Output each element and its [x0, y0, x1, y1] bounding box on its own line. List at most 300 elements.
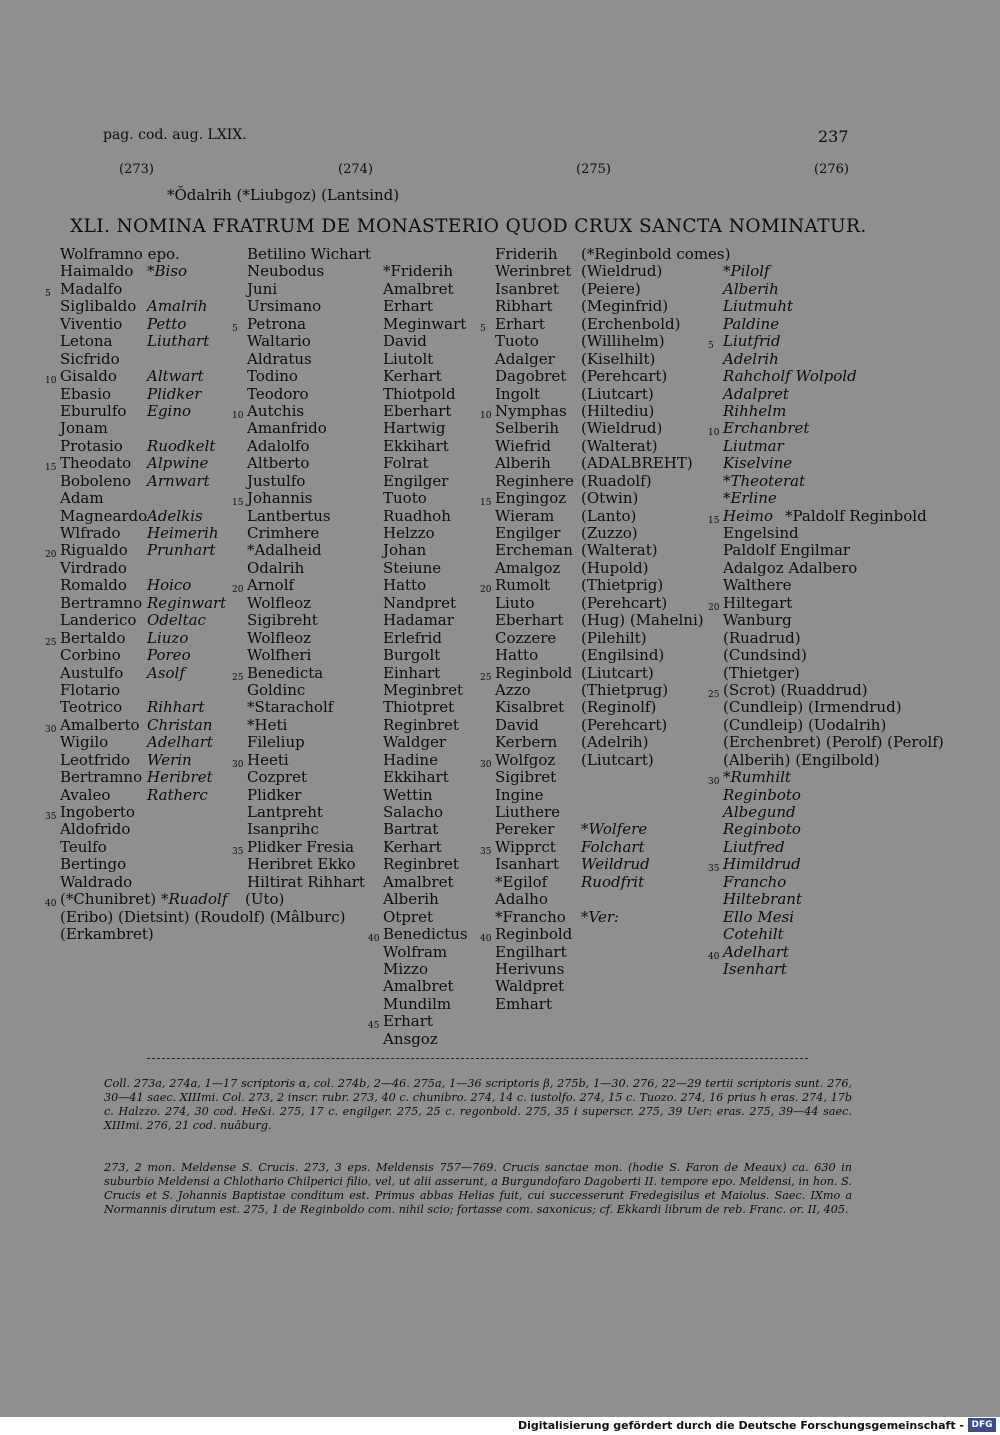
- name-entry: Sicfrido: [60, 349, 120, 368]
- name-entry: Dagobret: [495, 367, 567, 386]
- name-entry: *Friderih: [383, 262, 453, 281]
- name-entry: Hadamar: [383, 611, 454, 630]
- name-entry: Johan: [383, 541, 427, 560]
- name-entry: Amalbret: [383, 872, 454, 891]
- name-entry: Bertingo: [60, 855, 127, 874]
- added-name-entry: Ello Mesi: [723, 907, 795, 926]
- name-entry: Amalbret: [383, 977, 454, 996]
- name-entry: (Perehcart): [581, 715, 668, 734]
- name-entry: David: [383, 332, 427, 351]
- name-entry: Adalgoz Adalbero: [723, 558, 858, 577]
- column-number-276: (276): [814, 162, 849, 177]
- name-entry: Reginbret: [383, 855, 459, 874]
- added-name-entry: Erchanbret: [723, 419, 810, 438]
- added-name-entry: Plidker: [147, 384, 202, 403]
- name-entry: *Paldolf Reginbold: [785, 506, 927, 525]
- name-entry: Hatto: [495, 646, 539, 665]
- name-entry: Protasio: [60, 436, 123, 455]
- line-number: 20: [45, 550, 57, 561]
- name-entry: Alberih: [495, 454, 551, 473]
- name-entry: *Egilof: [495, 872, 548, 891]
- name-entry: David: [495, 715, 539, 734]
- line-number: 30: [708, 777, 720, 788]
- name-entry: (Erkambret): [60, 925, 154, 944]
- name-entry: Ruadhoh: [383, 506, 451, 525]
- added-name-entry: *Rumhilt: [723, 768, 791, 787]
- added-name-entry: Ratherc: [147, 785, 208, 804]
- name-entry: Amalgoz: [495, 558, 561, 577]
- name-entry: (ADALBREHT): [581, 454, 693, 473]
- name-entry: Theodato: [60, 454, 132, 473]
- name-entry: Isanprihc: [247, 820, 319, 839]
- name-entry: Viventio: [60, 314, 123, 333]
- added-name-entry: Francho: [723, 872, 787, 891]
- name-entry: (Reginolf): [581, 698, 657, 717]
- name-entry: Aldofrido: [60, 820, 131, 839]
- line-number: 5: [708, 341, 714, 352]
- line-number: 15: [232, 498, 244, 509]
- name-entry: (Hug) (Mahelni): [581, 611, 704, 630]
- name-entry: Heribret Ekko: [247, 855, 356, 874]
- name-entry: (Thietprig): [581, 576, 664, 595]
- name-entry: Kerhart: [383, 837, 442, 856]
- name-entry: Ingoberto: [60, 803, 135, 821]
- name-entry: Emhart: [495, 994, 552, 1013]
- added-name-entry: Adelhart: [723, 942, 789, 961]
- added-name-entry: Werin: [147, 750, 192, 769]
- name-entry: Thiotpold: [383, 384, 456, 403]
- name-entry: Magneardo: [60, 506, 148, 525]
- name-entry: Erhart: [383, 1012, 433, 1031]
- name-entry: Hartwig: [383, 419, 446, 438]
- name-entry: Amalbret: [383, 279, 454, 298]
- name-entry: Salacho: [383, 803, 444, 821]
- name-entry: Kerbern: [495, 733, 558, 752]
- name-entry: Rigualdo: [60, 541, 128, 560]
- added-name-entry: Kiselvine: [723, 454, 793, 473]
- name-entry: (Erchenbret) (Perolf) (Perolf): [723, 733, 944, 752]
- name-entry: Waldpret: [495, 977, 565, 996]
- name-entry: Sigibreht: [247, 611, 318, 630]
- line-number: 35: [45, 812, 57, 822]
- name-entry: *Staracholf: [247, 698, 334, 717]
- name-entry: Madalfo: [60, 279, 123, 298]
- name-entry: (Alberih) (Engilbold): [723, 750, 880, 769]
- added-name-entry: Weildrud: [581, 855, 650, 874]
- name-entry: Mizzo: [383, 959, 428, 978]
- name-entry: Letona: [60, 332, 113, 351]
- name-entry: Erhart: [495, 314, 545, 333]
- added-name-entry: Adelrih: [723, 349, 779, 368]
- name-entry: Eberhart: [383, 401, 452, 420]
- name-entry: Nandpret: [383, 593, 457, 612]
- line-number: 40: [368, 934, 380, 945]
- line-number: 35: [480, 846, 492, 857]
- line-number: 25: [45, 637, 57, 648]
- name-entry: Burgolt: [383, 646, 441, 665]
- name-entry: Engilhart: [495, 942, 567, 961]
- name-entry: Betilino Wichart: [247, 245, 371, 263]
- added-name-entry: *Ruadolf: [161, 890, 228, 909]
- name-entry: Johannis: [247, 489, 313, 508]
- name-entry: Alberih: [383, 890, 439, 909]
- name-entry: Hiltegart: [723, 593, 793, 612]
- added-name-entry: Reginboto: [723, 785, 801, 804]
- name-entry: Wlfrado: [60, 524, 121, 542]
- name-entry: Werinbret: [495, 262, 572, 281]
- line-number: 10: [708, 428, 720, 439]
- name-entry: (Liutcart): [581, 384, 654, 403]
- name-entry: Arnolf: [247, 576, 295, 595]
- name-entry: Virdrado: [60, 558, 127, 577]
- name-entry: Bertramno: [60, 768, 143, 787]
- added-name-entry: Prunhart: [147, 541, 216, 560]
- added-name-entry: Liutfred: [723, 837, 785, 856]
- name-entry: Wolfheri: [247, 646, 312, 665]
- name-entry: Wolfgoz: [495, 750, 556, 769]
- line-number: 40: [708, 951, 720, 962]
- name-entry: Thiotpret: [383, 698, 455, 717]
- added-name-entry: Ruodkelt: [147, 436, 216, 455]
- name-entry: Adalolfo: [247, 436, 310, 455]
- line-number: 35: [232, 846, 244, 857]
- added-name-entry: Christan: [147, 715, 213, 734]
- added-name-entry: Paldine: [723, 314, 780, 333]
- added-name-entry: *Biso: [147, 262, 188, 281]
- name-entry: Goldinc: [247, 680, 306, 699]
- name-entry: Autchis: [247, 401, 305, 420]
- name-entry: Engilger: [495, 524, 561, 542]
- line-number: 10: [45, 376, 57, 387]
- added-name-entry: Adelhart: [147, 733, 213, 752]
- line-number: 25: [480, 672, 492, 683]
- name-entry: Wolfram: [383, 942, 448, 961]
- name-entry: Benedictus: [383, 925, 468, 944]
- name-entry: Azzo: [495, 680, 531, 699]
- name-entry: Wolfleoz: [247, 628, 312, 647]
- column-number-275: (275): [576, 162, 611, 177]
- name-entry: Ekkihart: [383, 768, 449, 787]
- name-entry: *Adalheid: [247, 541, 322, 560]
- name-entry: Friderih: [495, 245, 558, 263]
- name-entry: Hatto: [383, 576, 427, 595]
- added-name-entry: Isenhart: [723, 959, 787, 978]
- critical-apparatus: Coll. 273a, 274a, 1—17 scriptoris α, col. 274b, 2—46. 275a, 1—36 scriptoris β, 275b, 1—30. 276, 22—29 tertii scriptoris sunt. 276, 30—41 saec. XIIImi. Col. 273, 2 inscr. rubr. 273, 40 c. chunibro. 274, 14 c. iustolfo. 274, 15 c. Tuozo. 274, 16 prius h eras. 274, 17b c. Halzzo. 274, 30 cod. He&i. 275, 17 c. engilger. 275, 25 c. regonbold. 275, 35 i superscr. 275, 39 Uer: eras. 275, 39—44 saec. XIIImi. 276, 21 cod. nuāburg.: [104, 1077, 852, 1132]
- name-entry: Adalho: [495, 890, 548, 909]
- name-entry: (Meginfrid): [581, 297, 669, 316]
- added-name-entry: Liuzo: [147, 628, 189, 647]
- added-name-entry: Ruodfrit: [581, 872, 645, 891]
- name-entry: Austulfo: [60, 663, 124, 682]
- running-header: pag. cod. aug. LXIX.: [103, 127, 247, 143]
- column-number-273: (273): [119, 162, 154, 177]
- page-number: 237: [818, 127, 849, 146]
- name-entry: Selberih: [495, 419, 560, 438]
- name-entry: Ingine: [495, 785, 544, 804]
- name-entry: Jonam: [60, 419, 108, 438]
- name-entry: Leotfrido: [60, 750, 131, 769]
- added-name-entry: Rahcholf Wolpold: [723, 367, 857, 386]
- name-entry: Gisaldo: [60, 367, 117, 386]
- name-entry: Steiune: [383, 558, 442, 577]
- name-entry: Aldratus: [247, 349, 312, 368]
- name-entry: Cozzere: [495, 628, 557, 647]
- name-entry: *Heti: [247, 715, 288, 734]
- added-name-entry: Poreo: [147, 646, 191, 665]
- name-entry: Hadine: [383, 750, 438, 769]
- line-number: 40: [45, 899, 57, 910]
- name-entry: (Walterat): [581, 436, 658, 455]
- name-entry: (Perehcart): [581, 593, 668, 612]
- added-name-entry: Reginwart: [147, 593, 227, 612]
- name-entry: (Liutcart): [581, 663, 654, 682]
- name-entry: Bertramno: [60, 593, 143, 612]
- name-entry: (Zuzzo): [581, 524, 638, 542]
- added-name-entry: *Erline: [723, 489, 777, 508]
- name-entry: Amanfrido: [247, 419, 327, 438]
- name-entry: (Pilehilt): [581, 628, 647, 647]
- name-entry: Wigilo: [60, 733, 109, 752]
- name-entry: Siglibaldo: [60, 297, 137, 316]
- line-number: 30: [232, 759, 244, 770]
- added-name-entry: Petto: [147, 314, 187, 333]
- name-entry: Romaldo: [60, 576, 127, 595]
- added-name-entry: Asolf: [147, 663, 185, 682]
- name-entry: Flotario: [60, 680, 121, 699]
- name-entry: Ingolt: [495, 384, 541, 403]
- name-entry: (Lanto): [581, 506, 637, 525]
- name-entry: Juni: [247, 279, 278, 298]
- name-entry: Folrat: [383, 454, 429, 473]
- name-entry: Wolframno epo.: [60, 245, 180, 263]
- line-number: 35: [708, 864, 720, 875]
- added-name-entry: Altwart: [147, 367, 204, 386]
- name-entry: Justulfo: [247, 471, 306, 490]
- section-title: XLI. NOMINA FRATRUM DE MONASTERIO QUOD CRUX SANCTA NOMINATUR.: [70, 216, 867, 237]
- added-name-entry: Alberih: [723, 279, 779, 298]
- name-entry: (Walterat): [581, 541, 658, 560]
- line-number: 30: [45, 724, 57, 735]
- name-entry: (Thietprug): [581, 680, 669, 699]
- name-entry: (Uto): [245, 890, 285, 909]
- name-entry: Ercheman: [495, 541, 573, 560]
- name-entry: Waltario: [247, 332, 311, 351]
- name-entry: (Hupold): [581, 558, 649, 577]
- name-entry: (Kiselhilt): [581, 349, 656, 368]
- name-entry: Herivuns: [495, 959, 565, 978]
- name-entry: (*Chunibret): [60, 890, 157, 909]
- name-entry: (Thietger): [723, 663, 800, 682]
- name-entry: Meginbret: [383, 680, 463, 699]
- name-entry: Engelsind: [723, 524, 799, 542]
- name-entry: Kerhart: [383, 367, 442, 386]
- name-entry: (Ruadrud): [723, 628, 801, 647]
- name-entry: (Cundsind): [723, 646, 807, 665]
- name-entry: Adalger: [495, 349, 555, 368]
- added-name-entry: Heimo: [723, 506, 774, 525]
- name-entry: Ekkihart: [383, 436, 449, 455]
- historical-notes: 273, 2 mon. Meldense S. Crucis. 273, 3 eps. Meldensis 757—769. Crucis sanctae mon. (hodie S. Faron de Meaux) ca. 630 in suburbio Meldensi a Chlothario Chilperici filio, vel, ut alii asserunt, a Burgundofaro Dagoberti II. tempore epo. Meldensi, in hon. S. Crucis et S. Johannis Baptistae conditum est. Primus abbas Helias fuit, cui successerunt Fredegisilus et Maiolus. Saec. IXmo a Normannis dirutum est. 275, 1 de Reginboldo com. nihil scio; fortasse com. saxonicus; cf. Ekkardi librum de reb. Franc. or. II, 405.: [104, 1161, 852, 1216]
- name-entry: Liuthere: [495, 803, 561, 821]
- name-entry: Wieram: [495, 506, 555, 525]
- name-entry: Amalberto: [60, 715, 140, 734]
- name-entry: (Hiltediu): [581, 401, 655, 420]
- name-entry: (Eribo) (Dietsint) (Roudolf) (Mâlburc): [60, 907, 346, 926]
- line-number: 10: [480, 410, 492, 421]
- name-entry: Lantpreht: [247, 803, 323, 821]
- added-name-entry: Alpwine: [147, 454, 209, 473]
- name-entry: Isanbret: [495, 279, 559, 298]
- line-number: 5: [232, 323, 238, 334]
- line-number: 20: [708, 602, 720, 613]
- name-entry: Teulfo: [60, 837, 107, 856]
- name-entry: Tuoto: [383, 489, 427, 508]
- name-entry: Paldolf Engilmar: [723, 541, 851, 560]
- name-entry: (Cundleip) (Uodalrih): [723, 715, 887, 734]
- name-entry: (Perehcart): [581, 367, 668, 386]
- name-entry: (Scrot) (Ruaddrud): [723, 680, 868, 699]
- added-name-entry: Cotehilt: [723, 925, 784, 944]
- name-entry: Reginbold: [495, 925, 573, 944]
- notes-separator: [147, 1058, 808, 1059]
- added-name-entry: Hiltebrant: [723, 890, 802, 909]
- footer-credit: Digitalisierung gefördert durch die Deutsche Forschungsgemeinschaft -: [517, 1419, 964, 1432]
- name-entry: Rumolt: [495, 576, 551, 595]
- added-name-entry: *Pilolf: [723, 262, 770, 281]
- name-entry: Erhart: [383, 297, 433, 316]
- line-number: 25: [708, 689, 720, 700]
- name-entry: Kisalbret: [495, 698, 565, 717]
- name-entry: Pereker: [495, 820, 555, 839]
- name-entry: (Cundleip) (Irmendrud): [723, 698, 902, 717]
- added-name-entry: Amalrih: [147, 297, 208, 316]
- name-entry: Ribhart: [495, 297, 553, 316]
- added-name-entry: Arnwart: [147, 471, 210, 490]
- name-entry: Landerico: [60, 611, 137, 630]
- added-name-entry: Hoico: [147, 576, 192, 595]
- name-entry: (Erchenbold): [581, 314, 681, 333]
- added-name-entry: Adelkis: [147, 506, 203, 525]
- name-entry: Todino: [247, 367, 298, 386]
- name-entry: Adam: [60, 489, 104, 508]
- name-entry: Boboleno: [60, 471, 132, 490]
- name-entry: Fileliup: [247, 733, 305, 752]
- name-entry: (Liutcart): [581, 750, 654, 769]
- name-entry: Wolfleoz: [247, 593, 312, 612]
- name-entry: (*Reginbold comes): [581, 245, 731, 263]
- name-entry: Ebasio: [60, 384, 112, 403]
- name-entry: Eburulfo: [60, 401, 127, 420]
- name-entry: Crimhere: [247, 524, 320, 542]
- name-entry: Eberhart: [495, 611, 564, 630]
- name-entry: Corbino: [60, 646, 121, 665]
- name-entry: Walthere: [723, 576, 792, 595]
- line-number: 40: [480, 934, 492, 945]
- name-entry: Liutolt: [383, 349, 434, 368]
- name-entry: Petrona: [247, 314, 307, 333]
- name-entry: Reginbold: [495, 663, 573, 682]
- name-entry: Teotrico: [60, 698, 123, 717]
- added-name-entry: *Wolfere: [581, 820, 648, 839]
- name-entry: Plidker: [247, 785, 302, 804]
- name-entry: Plidker Fresia: [247, 837, 355, 856]
- name-entry: (Otwin): [581, 489, 639, 508]
- line-number: 10: [232, 410, 244, 421]
- added-name-entry: *Theoterat: [723, 471, 806, 490]
- added-name-entry: Odeltac: [147, 611, 206, 630]
- name-entry: (Peiere): [581, 279, 641, 298]
- name-entry: Wiefrid: [495, 436, 551, 455]
- name-entry: Altberto: [247, 454, 310, 473]
- name-entry: Wettin: [383, 785, 433, 804]
- added-name-entry: Egino: [147, 401, 192, 420]
- name-entry: *Francho: [495, 907, 566, 926]
- line-number: 20: [232, 585, 244, 596]
- name-entry: Teodoro: [247, 384, 309, 403]
- name-entry: Ursimano: [247, 297, 322, 316]
- added-name-entry: Folchart: [581, 837, 645, 856]
- added-name-entry: Albegund: [723, 803, 796, 821]
- name-entry: Avaleo: [60, 785, 111, 804]
- name-entry: Reginhere: [495, 471, 574, 490]
- added-name-entry: Rihhart: [147, 698, 205, 717]
- line-number: 25: [232, 672, 244, 683]
- name-entry: Sigibret: [495, 768, 557, 787]
- line-number: 5: [480, 323, 486, 334]
- name-entry: Ansgoz: [383, 1029, 438, 1048]
- name-entry: Hiltirat Rihhart: [247, 872, 365, 891]
- name-entry: Bartrat: [383, 820, 439, 839]
- name-entry: Isanhart: [495, 855, 560, 874]
- name-entry: Meginwart: [383, 314, 467, 333]
- added-name-entry: Liutmuht: [723, 297, 794, 316]
- name-entry: Wipprct: [495, 837, 556, 856]
- line-number: 15: [45, 463, 57, 474]
- name-entry: Cozpret: [247, 768, 308, 787]
- added-name-entry: Heimerih: [147, 524, 219, 542]
- added-name-entry: Adalpret: [723, 384, 789, 403]
- name-entry: Heeti: [247, 750, 289, 769]
- name-entry: Nymphas: [495, 401, 567, 420]
- name-entry: Helzzo: [383, 524, 435, 542]
- name-entry: Reginbret: [383, 715, 459, 734]
- footer-bar: [0, 1417, 1000, 1435]
- name-entry: Waldger: [383, 733, 447, 752]
- name-entry: Otpret: [383, 907, 434, 926]
- name-entry: (Ruadolf): [581, 471, 652, 490]
- name-entry: Odalrih: [247, 558, 305, 577]
- added-name-entry: Heribret: [147, 768, 213, 787]
- name-entry: (Willihelm): [581, 332, 665, 351]
- added-name-entry: Liutmar: [723, 436, 784, 455]
- name-entry: Haimaldo: [60, 262, 134, 281]
- name-entry: Einhart: [383, 663, 441, 682]
- name-entry: Waldrado: [60, 872, 133, 891]
- name-entry: (Wieldrud): [581, 419, 663, 438]
- name-entry: Engingoz: [495, 489, 567, 508]
- name-entry: (Adelrih): [581, 733, 649, 752]
- name-entry: Erlefrid: [383, 628, 442, 647]
- name-entry: (Wieldrud): [581, 262, 663, 281]
- added-name-entry: Liutfrid: [723, 332, 781, 351]
- name-entry: Benedicta: [247, 663, 324, 682]
- added-name-entry: Reginboto: [723, 820, 801, 839]
- name-entry: Wanburg: [723, 611, 792, 630]
- name-entry: (Engilsind): [581, 646, 665, 665]
- name-entry: Tuoto: [495, 332, 539, 351]
- line-number: 15: [480, 498, 492, 509]
- line-number: 5: [45, 288, 51, 299]
